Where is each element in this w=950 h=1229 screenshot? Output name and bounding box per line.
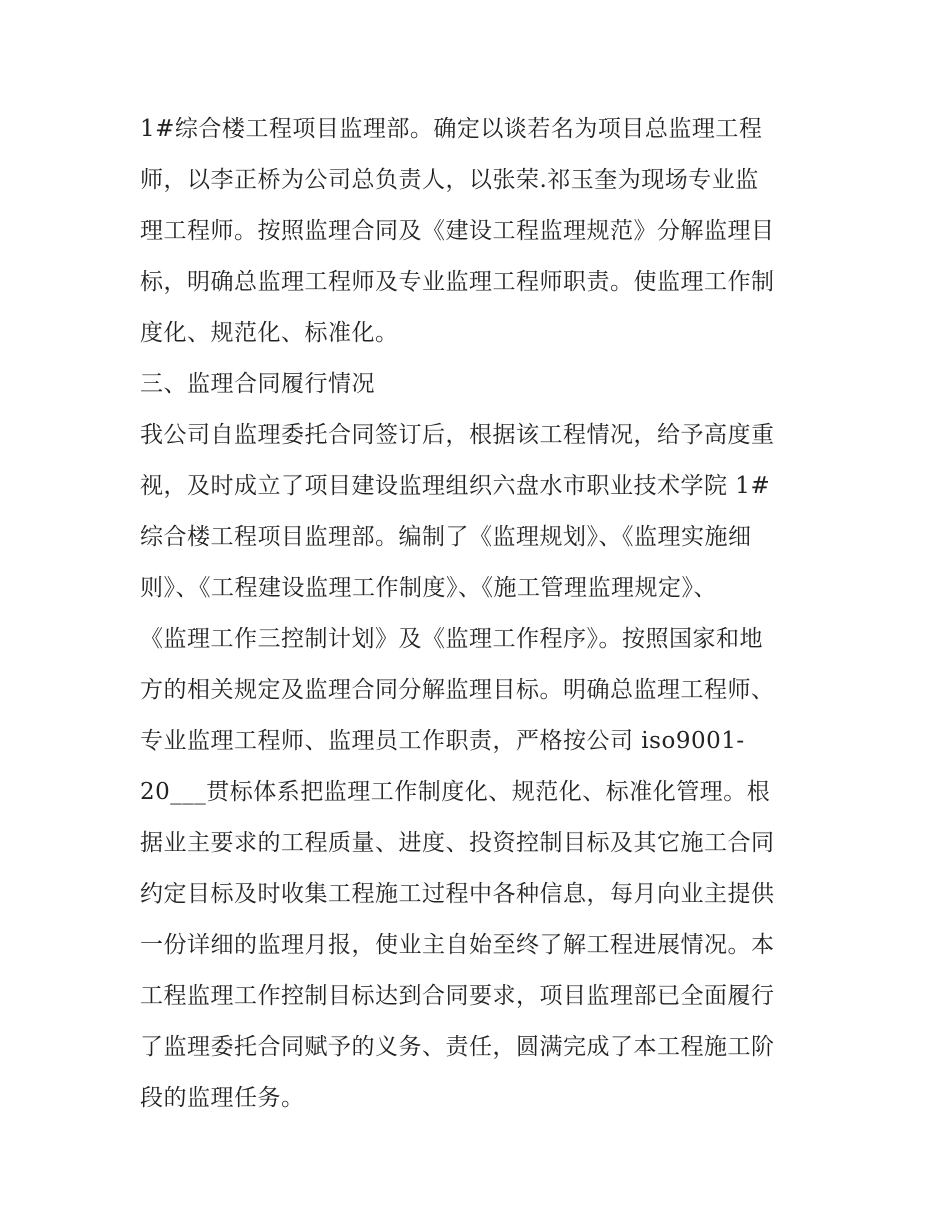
text-line: 师，以李正桥为公司总负责人，以张荣.祁玉奎为现场专业监 — [140, 167, 759, 193]
text-line: 则》、《工程建设监理工作制度》、《施工管理监理规定》、 — [140, 575, 717, 601]
text-line: 方的相关规定及监理合同分解监理目标。明确总监理工程师、 — [140, 677, 775, 703]
text-line: 段的监理任务。 — [140, 1085, 305, 1111]
text-line: 理工程师。按照监理合同及《建设工程监理规范》分解监理目 — [140, 218, 775, 244]
text-line: 《监理工作三控制计划》及《监理工作程序》。按照国家和地 — [140, 626, 763, 652]
text-line: 标，明确总监理工程师及专业监理工程师职责。使监理工作制 — [140, 269, 775, 295]
text-line: 专业监理工程师、监理员工作职责，严格按公司 iso9001- — [140, 728, 745, 754]
text-line: 综合楼工程项目监理部。编制了《监理规划》、《监理实施细 — [140, 524, 752, 550]
section-heading: 三、监理合同履行情况 — [140, 371, 375, 397]
text-line: 我公司自监理委托合同签订后，根据该工程情况，给予高度重 — [140, 422, 775, 448]
text-line: 了监理委托合同赋予的义务、责任，圆满完成了本工程施工阶 — [140, 1034, 775, 1060]
text-line: 1#综合楼工程项目监理部。确定以谈若名为项目总监理工程 — [140, 116, 763, 142]
text-line: 据业主要求的工程质量、进度、投资控制目标及其它施工合同 — [140, 830, 775, 856]
text-line: 一份详细的监理月报，使业主自始至终了解工程进展情况。本 — [140, 932, 775, 958]
text-line: 度化、规范化、标准化。 — [140, 320, 399, 346]
text-line: 工程监理工作控制目标达到合同要求，项目监理部已全面履行 — [140, 983, 775, 1009]
text-line: 约定目标及时收集工程施工过程中各种信息，每月向业主提供 — [140, 881, 775, 907]
text-line: 视，及时成立了项目建设监理组织六盘水市职业技术学院 1# — [140, 473, 771, 499]
text-line: 20___贯标体系把监理工作制度化、规范化、标准化管理。根 — [140, 779, 771, 805]
